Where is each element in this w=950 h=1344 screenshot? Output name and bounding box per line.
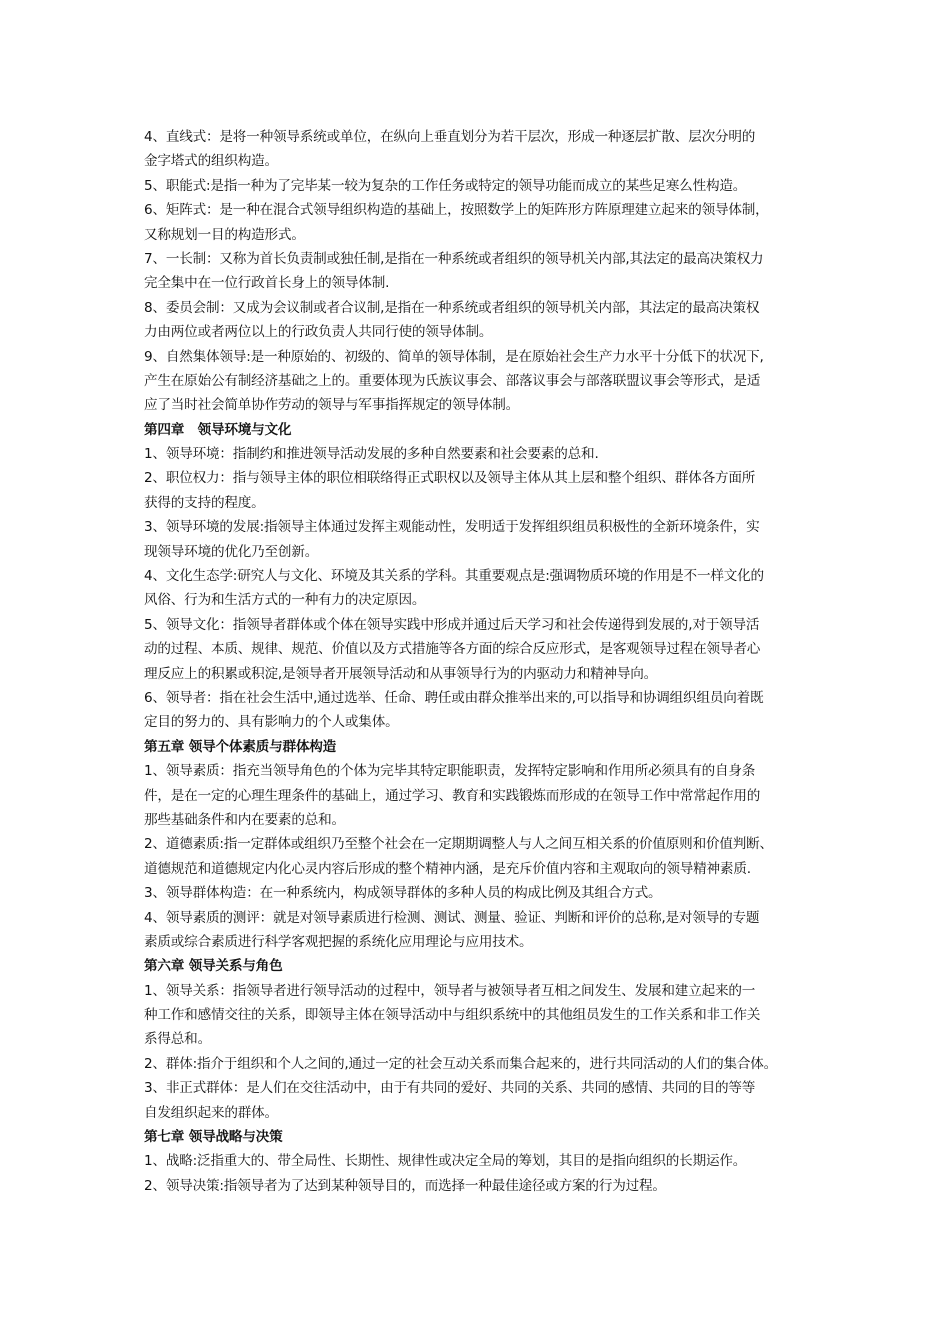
text-line: 完全集中在一位行政首长身上的领导体制. [144, 275, 390, 292]
text-line: 2、群体:指介于组织和个人之间的,通过一定的社会互动关系而集合起来的，进行共同活动的人们的集合体。 [144, 1055, 778, 1072]
text-line: 1、战略:泛指重大的、带全局性、长期性、规律性或决定全局的筹划，其目的是指向组织的长期运作。 [144, 1153, 747, 1170]
text-line: 自发组织起来的群体。 [144, 1104, 278, 1121]
chapter-heading: 第六章 领导关系与角色 [144, 958, 283, 975]
chapter-heading: 第七章 领导战略与决策 [144, 1129, 283, 1146]
text-line: 动的过程、本质、规律、规范、价值以及方式措施等各方面的综合反应形式，是客观领导过程在领导者心 [144, 641, 761, 658]
chapter-heading: 第五章 领导个体素质与群体构造 [144, 738, 337, 755]
text-line: 应了当时社会简单协作劳动的领导与军事指挥规定的领导体制。 [144, 397, 520, 414]
chapter-heading: 第四章 领导环境与文化 [144, 421, 292, 438]
text-line: 系得总和。 [144, 1031, 211, 1048]
text-line: 3、非正式群体：是人们在交往活动中，由于有共同的爱好、共同的关系、共同的感情、共同的目的等等 [144, 1080, 756, 1097]
text-line: 4、文化生态学:研究人与文化、环境及其关系的学科。其重要观点是:强调物质环境的作用是不一样文化的 [144, 568, 764, 585]
text-line: 9、自然集体领导:是一种原始的、初级的、简单的领导体制，是在原始社会生产力水平十分低下的状况下, [144, 348, 764, 365]
text-line: 定目的努力的、具有影响力的个人或集体。 [144, 714, 399, 731]
text-line: 6、矩阵式：是一种在混合式领导组织构造的基础上，按照数学上的矩阵形方阵原理建立起来的领导体制， [144, 202, 769, 219]
text-line: 3、领导环境的发展:指领导主体通过发挥主观能动性，发明适于发挥组织组员积极性的全新环境条件，实 [144, 519, 760, 536]
text-line: 2、领导决策:指领导者为了达到某种领导目的，而选择一种最佳途径或方案的行为过程。 [144, 1177, 666, 1194]
text-line: 2、职位权力：指与领导主体的职位相联络得正式职权以及领导主体从其上层和整个组织、群体各方面所 [144, 470, 756, 487]
text-line: 1、领导素质：指充当领导角色的个体为完毕其特定职能职责，发挥特定影响和作用所必须具有的自身条 [144, 763, 756, 780]
text-line: 6、领导者：指在社会生活中,通过选举、任命、聘任或由群众推举出来的,可以指导和协调组织组员向着既 [144, 689, 764, 706]
text-line: 风俗、行为和生活方式的一种有力的决定原因。 [144, 592, 426, 609]
text-line: 3、领导群体构造：在一种系统内，构成领导群体的多种人员的构成比例及其组合方式。 [144, 885, 662, 902]
text-line: 8、委员会制：又成为会议制或者合议制,是指在一种系统或者组织的领导机关内部，其法定的最高决策权 [144, 299, 760, 316]
text-line: 金字塔式的组织构造。 [144, 153, 278, 170]
text-line: 1、领导关系：指领导者进行领导活动的过程中，领导者与被领导者互相之间发生、发展和建立起来的一 [144, 982, 756, 999]
text-line: 件，是在一定的心理生理条件的基础上，通过学习、教育和实践锻炼而形成的在领导工作中常常起作用的 [144, 787, 761, 804]
text-line: 5、职能式:是指一种为了完毕某一较为复杂的工作任务或特定的领导功能而成立的某些足寒么性构造。 [144, 177, 747, 194]
text-line: 又称规划一目的构造形式。 [144, 226, 305, 243]
text-line: 7、一长制：又称为首长负责制或独任制,是指在一种系统或者组织的领导机关内部,其法定的最高决策权力 [144, 250, 764, 267]
text-line: 1、领导环境：指制约和推进领导活动发展的多种自然要素和社会要素的总和. [144, 446, 599, 463]
text-line: 素质或综合素质进行科学客观把握的系统化应用理论与应用技术。 [144, 933, 533, 950]
text-line: 那些基础条件和内在要素的总和。 [144, 811, 345, 828]
text-line: 力由两位或者两位以上的行政负责人共同行使的领导体制。 [144, 324, 493, 341]
text-line: 理反应上的积累或积淀,是领导者开展领导活动和从事领导行为的内驱动力和精神导向。 [144, 665, 658, 682]
text-line: 现领导环境的优化乃至创新。 [144, 543, 319, 560]
text-line: 获得的支持的程度。 [144, 494, 265, 511]
text-line: 4、直线式：是将一种领导系统或单位，在纵向上垂直划分为若干层次，形成一种逐层扩散、层次分明的 [144, 129, 756, 145]
document-body [144, 125, 824, 1198]
text-line: 道德规范和道德规定内化心灵内容后形成的整个精神内涵，是充斥价值内容和主观取向的领导精神素质. [144, 860, 751, 877]
text-line: 产生在原始公有制经济基础之上的。重要体现为氏族议事会、部落议事会与部落联盟议事会等形式，是适 [144, 372, 761, 389]
text-line: 4、领导素质的测评：就是对领导素质进行检测、测试、测量、验证、判断和评价的总称,是对领导的专题 [144, 909, 760, 926]
text-line: 2、道德素质:指一定群体或组织乃至整个社会在一定期期调整人与人之间互相关系的价值原则和价值判断、 [144, 836, 773, 853]
text-line: 5、领导文化：指领导者群体或个体在领导实践中形成并通过后天学习和社会传递得到发展的,对于领导活 [144, 616, 760, 633]
text-line: 种工作和感情交往的关系，即领导主体在领导活动中与组织系统中的其他组员发生的工作关系和非工作关 [144, 1007, 761, 1024]
